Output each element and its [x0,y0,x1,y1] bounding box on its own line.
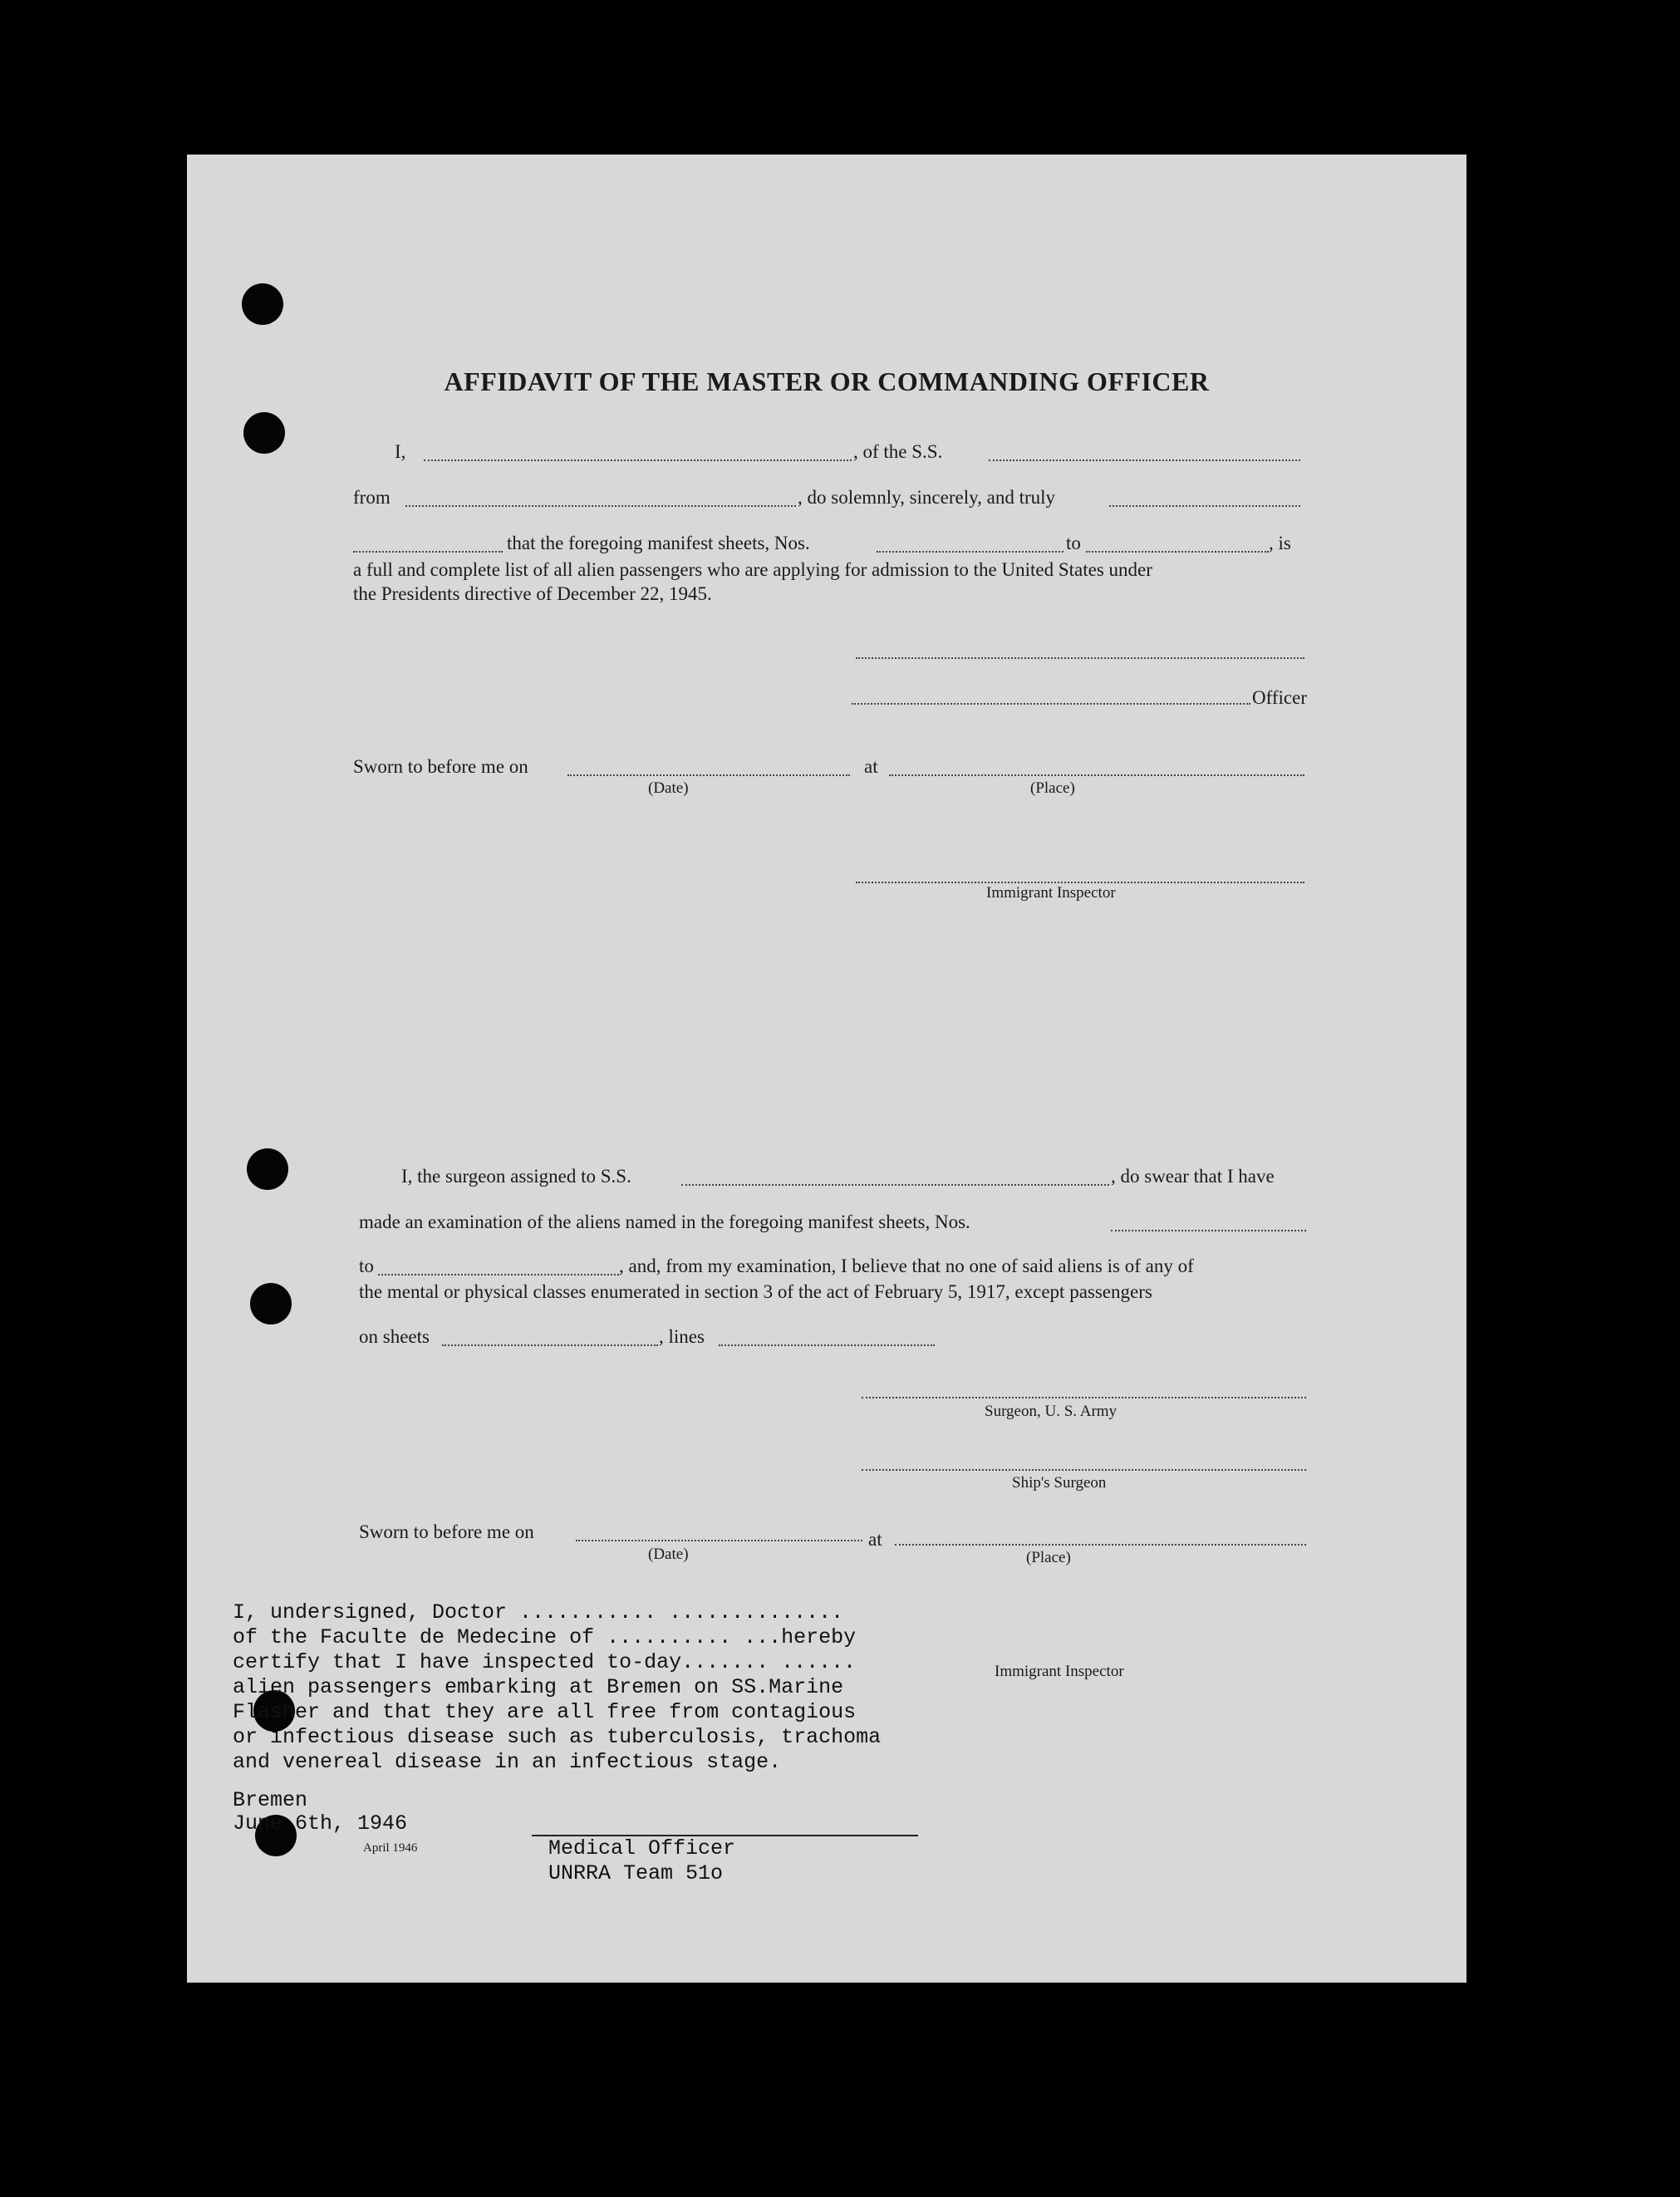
inspector-signature-field[interactable] [856,882,1304,883]
signature-title: Medical Officer [548,1836,736,1860]
master-manifest-label: that the foregoing manifest sheets, Nos. [507,533,810,553]
place2-caption: (Place) [1026,1549,1071,1566]
army-surgeon-signature-field[interactable] [862,1397,1306,1398]
surgeon-nos-to-field[interactable] [378,1274,619,1275]
surgeon-to-label: to [359,1256,374,1276]
document-page [187,155,1466,1983]
sworn-place-field[interactable] [889,774,1304,776]
master-statement-line5: the Presidents directive of December 22, 1945. [353,583,712,604]
master-oath-field[interactable] [353,551,503,553]
surgeon-lines-label: , lines [659,1326,705,1347]
typed-date: June 6th, 1946 [233,1811,408,1836]
typed-cert-line: and venereal disease in an infectious stage. [233,1750,782,1774]
master-ship-field[interactable] [989,460,1300,461]
master-from-field[interactable] [405,505,796,507]
master-is-label: , is [1269,533,1291,553]
surgeon-line3-rest: , and, from my examination, I believe that no one of said aliens is of any of [619,1256,1194,1276]
master-to-label: to [1066,533,1081,553]
surgeon-nos-from-field[interactable] [1111,1230,1306,1231]
sworn2-date-field[interactable] [576,1540,862,1541]
punch-hole [242,283,283,325]
typed-cert-line: or infectious disease such as tuberculosis, trachoma [233,1725,882,1749]
surgeon-lines-field[interactable] [719,1344,935,1346]
master-ss-label: , of the S.S. [853,441,943,462]
master-from-label: from [353,487,391,508]
sworn-date-field[interactable] [567,774,850,776]
master-nos-from-field[interactable] [877,551,1064,553]
place-caption: (Place) [1030,779,1075,797]
punch-hole [250,1283,292,1325]
master-solemn-label: , do solemnly, sincerely, and truly [798,487,1056,508]
punch-hole [243,412,285,454]
surgeon-line4: the mental or physical classes enumerated in section 3 of the act of February 5, 1917, except passengers [359,1281,1152,1302]
at2-label: at [868,1529,882,1550]
typed-cert-line: of the Faculte de Medecine of .......... ...hereby [233,1625,857,1649]
date2-caption: (Date) [648,1546,689,1563]
signature-org: UNRRA Team 51o [548,1861,724,1885]
typed-place: Bremen [233,1788,308,1812]
ships-surgeon-signature-field[interactable] [862,1469,1306,1471]
surgeon-army-label: Surgeon, U. S. Army [985,1403,1118,1420]
surgeon-ship-field[interactable] [681,1184,1109,1186]
typed-cert-line: Flasher and that they are all free from contagious [233,1700,857,1724]
surgeon-line1-start: I, the surgeon assigned to S.S. [401,1166,631,1187]
master-nos-to-field[interactable] [1086,551,1269,553]
officer-label: Officer [1252,687,1307,708]
master-solemn-field[interactable] [1109,505,1300,507]
punch-hole [247,1148,288,1190]
immigrant-inspector2-label: Immigrant Inspector [995,1663,1124,1680]
officer-signature-line2[interactable] [852,703,1250,705]
sworn-label: Sworn to before me on [353,756,528,777]
date-caption: (Date) [648,779,689,797]
typed-cert-line: I, undersigned, Doctor ........... .............. [233,1600,844,1624]
at-label: at [864,756,878,777]
officer-signature-line1[interactable] [856,657,1304,659]
surgeon-line2: made an examination of the aliens named in the foregoing manifest sheets, Nos. [359,1212,970,1232]
surgeon-sheets-label: on sheets [359,1326,430,1347]
form-date-mark: April 1946 [363,1841,418,1855]
immigrant-inspector-label: Immigrant Inspector [986,884,1116,902]
master-name-field[interactable] [424,460,852,461]
master-statement-line4: a full and complete list of all alien passengers who are applying for admission to the United States under [353,559,1152,580]
form-title: AFFIDAVIT OF THE MASTER OR COMMANDING OFFICER [444,366,1210,396]
typed-cert-line: certify that I have inspected to-day....... ...... [233,1650,857,1674]
surgeon-sheets-field[interactable] [442,1344,658,1346]
master-i-label: I, [395,441,406,462]
surgeon-line1-end: , do swear that I have [1111,1166,1275,1187]
ships-surgeon-label: Ship's Surgeon [1012,1474,1107,1492]
sworn2-label: Sworn to before me on [359,1521,534,1542]
typed-cert-line: alien passengers embarking at Bremen on SS.Marine [233,1675,844,1699]
sworn2-place-field[interactable] [895,1544,1306,1546]
